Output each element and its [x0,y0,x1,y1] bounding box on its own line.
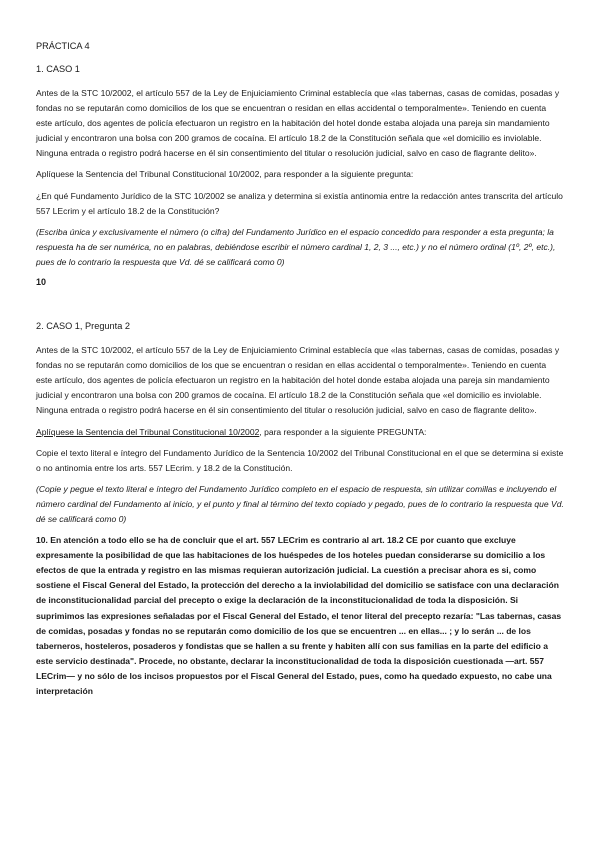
case-2-statement: Antes de la STC 10/2002, el artículo 557 de la Ley de Enjuiciamiento Criminal establecía que «las tabernas, casas de comidas, posadas y fondas no se reputarán como domicilios de los que se encuentran o residan en ellas accidental o temporalmente». Teniendo en cuenta este artículo, dos agentes de policía efectuaron un registro en la habitación del hotel donde estaba alojada una pareja sin mandamiento judicial y encontraron una bolsa con 200 gramos de cocaína. El artículo 18.2 de la Constitución señala que «el domicilio es inviolable. Ninguna entrada o registro podrá hacerse en él sin consentimiento del titular o resolución judicial, salvo en caso de flagrante delito». [36,345,560,416]
case-2-section [36,320,564,699]
case-1-question: ¿En qué Fundamento Jurídico de la STC 10/2002 se analiza y determina si existía antinomia entre la redacción antes transcrita del artículo 557 LEcrim y el artículo 18.2 de la Constitución? [36,190,563,216]
case-1-section [36,63,564,288]
case-1-heading: 1. CASO 1 [36,64,80,74]
case-2-instruction [36,425,564,440]
case-1-note: (Escriba única y exclusivamente el número (o cifra) del Fundamento Jurídico en el espacio concedido para responder a esta pregunta; la respuesta ha de ser numérica, no en palabras, debiéndose escribir el número cardinal 1, 2, 3 ..., etc.) y no el número ordinal (1º, 2º, etc.), pues de lo contrario la respuesta que Vd. dé se calificará como 0) [36,226,556,267]
case-2-note: (Copie y pegue el texto literal e íntegro del Fundamento Jurídico completo en el espacio de respuesta, sin utilizar comillas e incluyendo el número cardinal del Fundamento al inicio, y el punto y final al término del texto copiado y pegado, pues de lo contrario la respuesta que Vd. dé se calificará como 0) [36,483,564,524]
case-2-answer: 10. En atención a todo ello se ha de concluir que el art. 557 LECrim es contrario al art. 18.2 CE por cuanto que excluye expresamente la posibilidad de que las habitaciones de los huéspedes de los hoteles puedan considerarse su domicilio a los efectos de que la entrada y registro en las mismas requieran autorización judicial. La cuestión a precisar ahora es si, como sostiene el Fiscal General del Estado, la protección del derecho a la inviolabilidad del domicilio se satisface con una declaración de inconstitucionalidad parcial del precepto o exige la declaración de la inconstitucionalidad de toda la disposición. Si suprimimos las expresiones señaladas por el Fiscal General del Estado, el tenor literal del precepto rezaría: "Las tabernas, casas de comidas, posadas y fondas no se reputarán como domicilio de los que se encuentren ... en ellas... ; y lo serán ... de los taberneros, hosteleros, posaderos y fondistas que se hallen a su frente y habiten allí con sus familias en la parte del edificio a este servicio destinada". Procede, no obstante, declarar la inconstitucionalidad de toda la disposición cuestionada —art. 557 LECrim— y no sólo de los incisos propuestos por el Fiscal General del Estado, pues, como ha quedado expuesto, no cabe una interpretación [36,535,562,696]
case-1-instruction: Aplíquese la Sentencia del Tribunal Constitucional 10/2002, para responder a la siguiente pregunta: [36,169,414,180]
case-2-instruction-underlined: Aplíquese la Sentencia del Tribunal Constitucional 10/2002 [36,426,260,437]
practice-title: PRÁCTICA 4 [36,41,90,51]
document-page [36,40,564,699]
section-divider [36,288,564,320]
case-2-question: Copie el texto literal e íntegro del Fundamento Jurídico de la Sentencia 10/2002 del Tribunal Constitucional en el que se determina si existe o no antinomia entre los arts. 557 LEcrim. y 18.2 de la Constitución. [36,447,564,473]
case-1-answer: 10 [36,277,47,288]
case-2-heading: 2. CASO 1, Pregunta 2 [36,321,130,332]
case-2-instruction-rest: , para responder a la siguiente PREGUNTA: [259,426,427,437]
case-1-statement: Antes de la STC 10/2002, el artículo 557 de la Ley de Enjuiciamiento Criminal establecía que «las tabernas, casas de comidas, posadas y fondas no se reputarán como domicilios de los que se encuentran o residan en ellas accidental o temporalmente». Teniendo en cuenta este artículo, dos agentes de policía efectuaron un registro en la habitación del hotel donde estaba alojada una pareja sin mandamiento judicial y encontraron una bolsa con 200 gramos de cocaína. El artículo 18.2 de la Constitución señala que «el domicilio es inviolable. Ninguna entrada o registro podrá hacerse en él sin consentimiento del titular o resolución judicial, salvo en caso de flagrante delito». [36,88,560,159]
